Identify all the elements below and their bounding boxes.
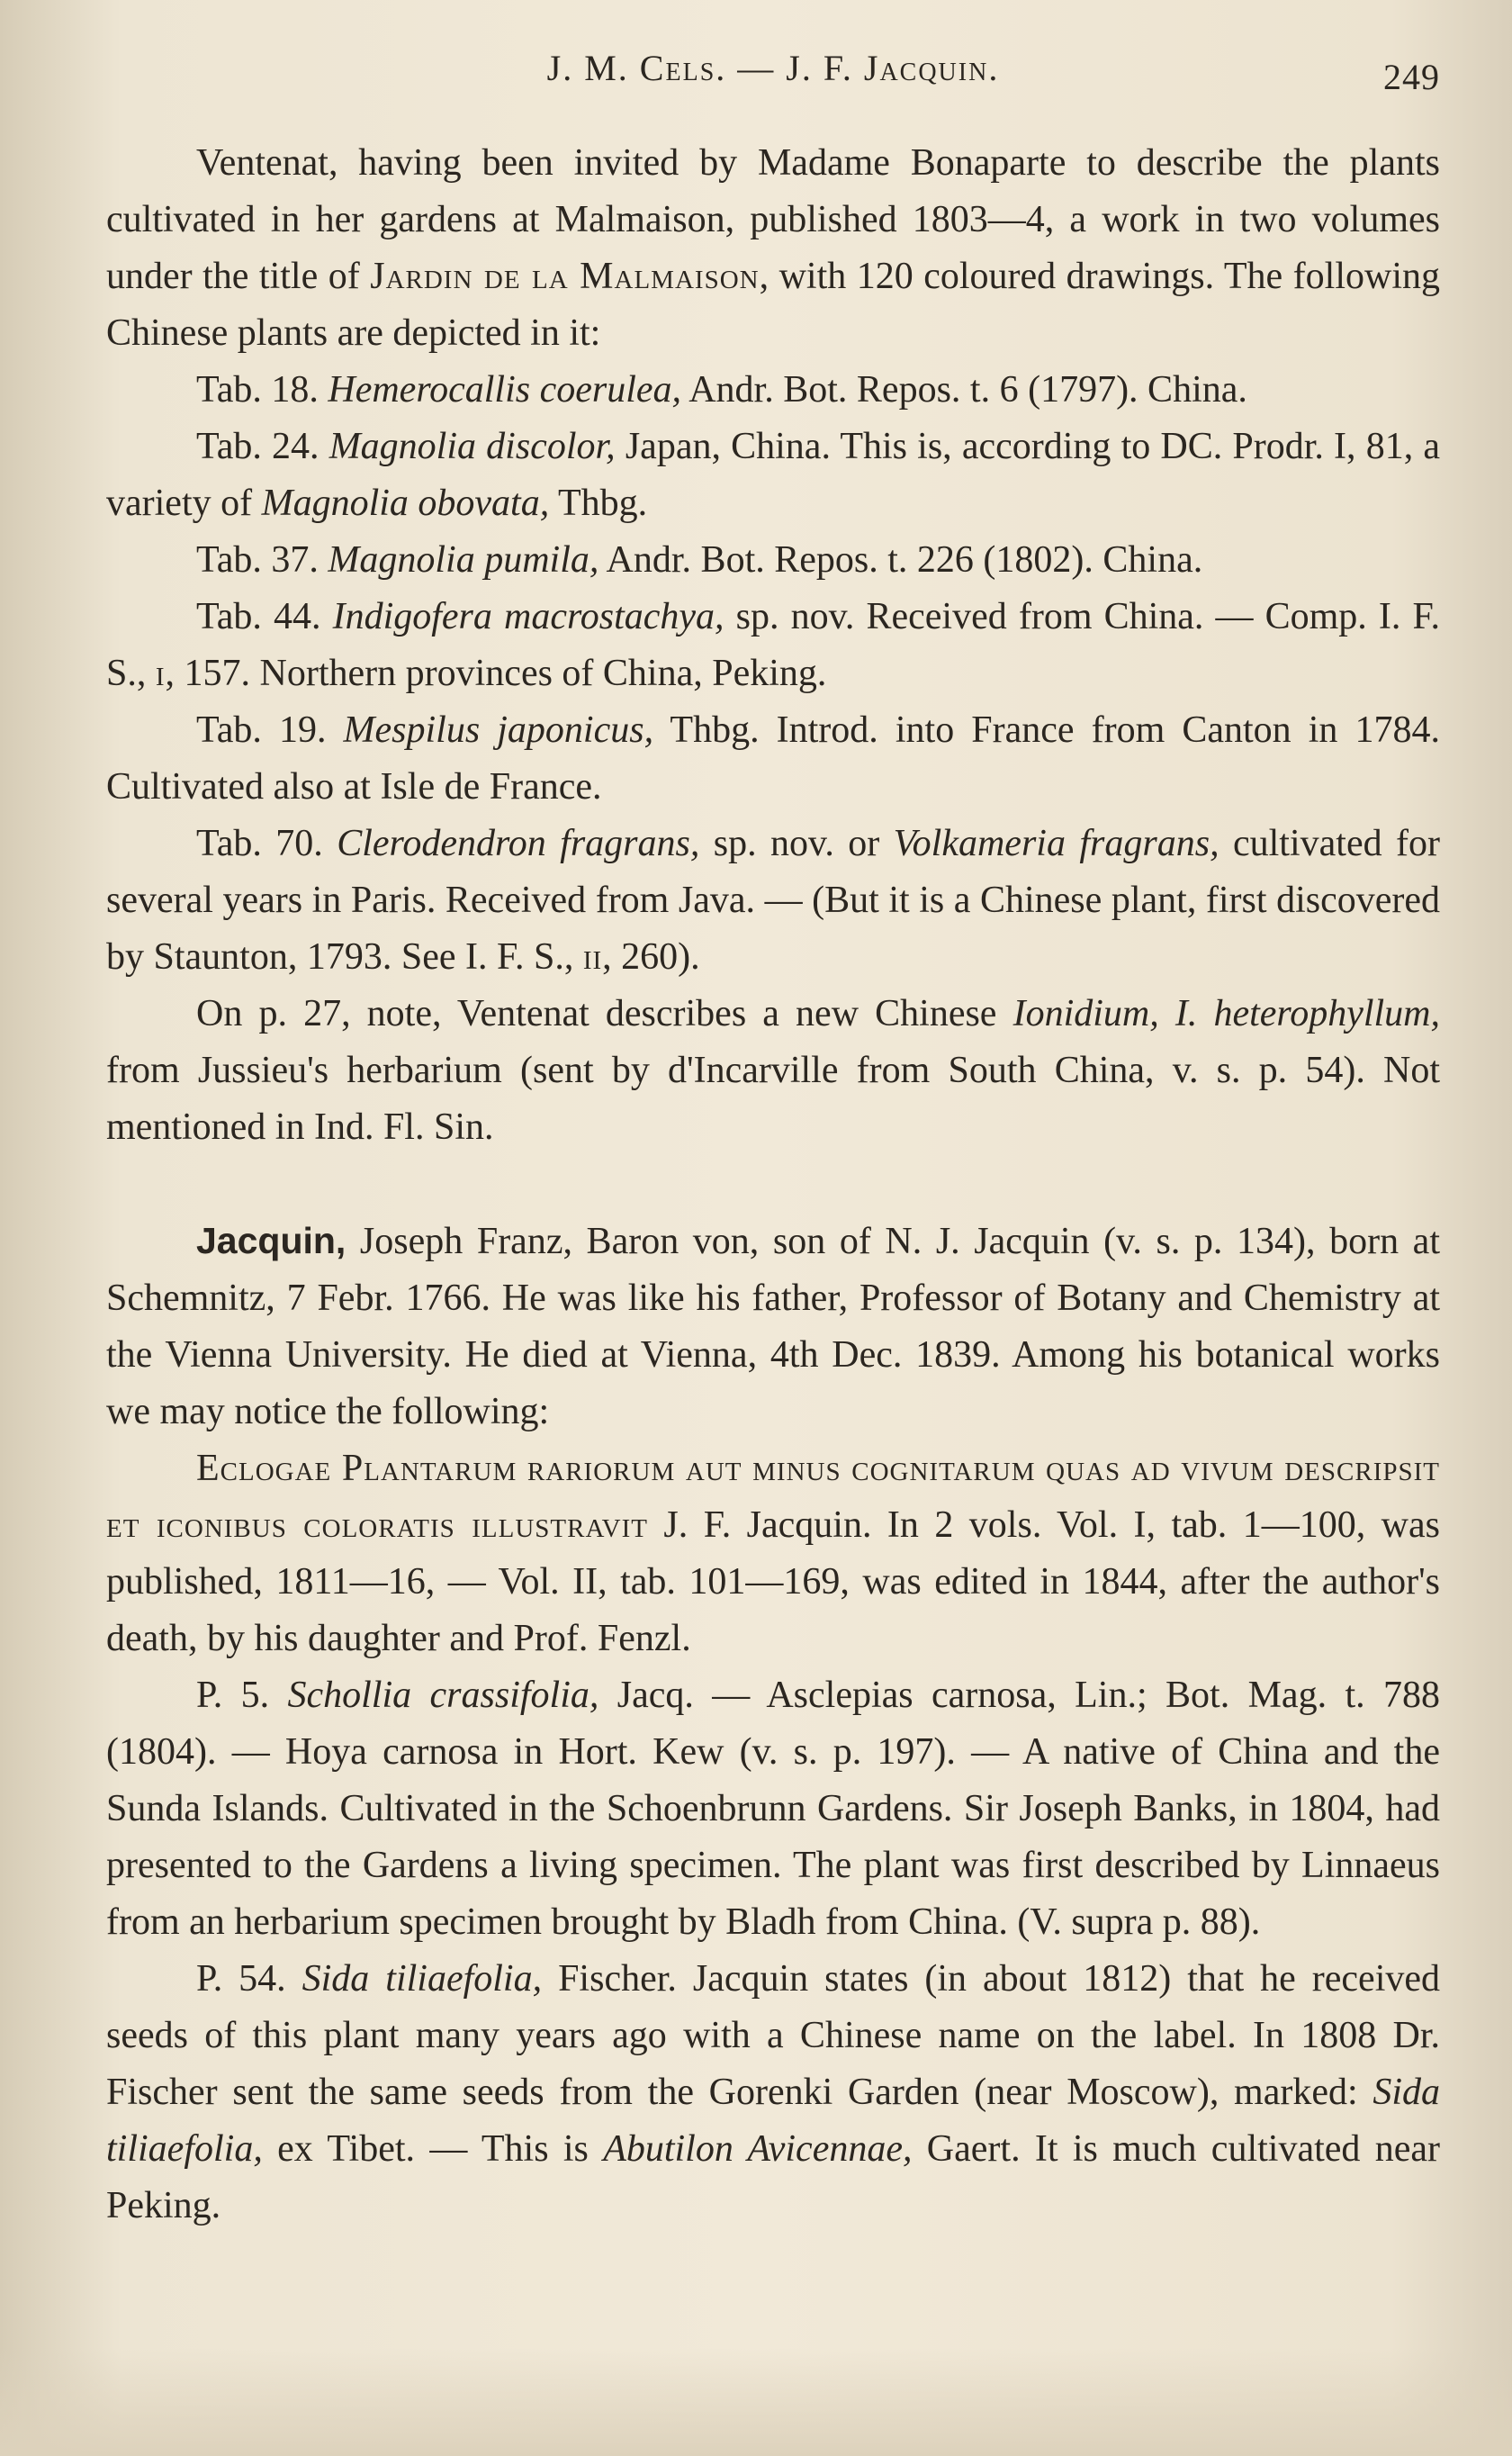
text-run: ex Tibet. — This is [262, 2128, 604, 2170]
page-shading [0, 2348, 1512, 2456]
text-run: Tab. 44. [196, 596, 333, 637]
text-run: Tab. 70. [196, 823, 338, 864]
species-name: Magnolia obovata, [261, 483, 550, 524]
text-run: from Jussieu's herbarium (sent by d'Incarville from South China, v. s. p. 54). Not mentioned in Ind. Fl. Sin. [106, 1050, 1440, 1148]
text-run: Gaert. It is much cultivated near Peking. [106, 2128, 1440, 2226]
book-title: Jardin de la Malmaison [370, 256, 760, 297]
entry-tab-19 [106, 702, 1440, 816]
species-name: Sida tiliaefolia, [106, 2072, 1440, 2170]
text-run: Ventenat, having been invited by Madame Bonaparte to describe the plants cultivated in her gardens at Malmaison, published 1803—4, a work in two volumes under the title of [106, 142, 1440, 297]
entry-jacquin [106, 1213, 1440, 1440]
entry-tab-24 [106, 419, 1440, 532]
text-run: Tab. 24. [196, 426, 329, 467]
volume-numeral: i [155, 653, 166, 694]
paragraph-note [106, 986, 1440, 1156]
text-run: P. 5. [196, 1675, 288, 1716]
entry-p5 [106, 1667, 1440, 1951]
species-name: Abutilon Avicennae, [603, 2128, 913, 2170]
text-run: P. 54. [196, 1958, 302, 2000]
body-text [106, 135, 1440, 2235]
entry-tab-18 [106, 362, 1440, 419]
book-title: Eclogae Plantarum rariorum aut minus cognitarum quas ad vivum descripsit et iconibus coloratis illustravit [106, 1448, 1440, 1546]
text-run: Japan, China. This is, according to DC. Prodr. I, 81, a variety of [106, 426, 1440, 524]
species-name: Indigofera macrostachya, [332, 596, 724, 637]
species-name: Mespilus japonicus, [343, 709, 654, 751]
page-header [106, 47, 1440, 101]
entry-tab-70 [106, 816, 1440, 986]
text-run: Tab. 19. [196, 709, 344, 751]
text-run: Joseph Franz, Baron von, son of N. J. Jacquin (v. s. p. 134), born at Schemnitz, 7 Febr. 1766. He was like his father, Professor of Botany and Chemistry at the Vienna University. He died at Vienna, 4th Dec. 1839. Among his botanical works we may notice the following: [106, 1221, 1440, 1432]
species-name: Sida tiliaefolia, [302, 1958, 543, 2000]
text-run: J. F. Jacquin. In 2 vols. Vol. I, tab. 1—100, was published, 1811—16, — Vol. II, tab. 101—169, was edited in 1844, after the author's death, by his daughter and Prof. Fenzl. [106, 1504, 1440, 1659]
text-run: Thbg. [549, 483, 648, 524]
volume-numeral: ii [582, 936, 603, 978]
species-name: Volkameria fragrans, [893, 823, 1220, 864]
paragraph-ventenat [106, 135, 1440, 362]
text-run: Jacq. — Asclepias carnosa, Lin.; Bot. Mag. t. 788 (1804). — Hoya carnosa in Hort. Kew (v. s. p. 197). — A native of China and the Sunda Islands. Cultivated in the Schoenbrunn Gardens. Sir Joseph Banks, in 1804, had presented to the Gardens a living specimen. The plant was first described by Linnaeus from an herbarium specimen brought by Bladh from China. (V. supra p. 88). [106, 1675, 1441, 1943]
running-head: J. M. Cels. — J. F. Jacquin. [546, 48, 1000, 88]
species-name: Magnolia pumila, [328, 539, 599, 581]
text-run: Andr. Bot. Repos. t. 226 (1802). China. [598, 539, 1203, 581]
species-name: Hemerocallis coerulea, [328, 369, 682, 411]
text-run: Tab. 18. [196, 369, 328, 411]
entry-tab-37 [106, 532, 1440, 589]
text-run: Thbg. Introd. into France from Canton in 1784. Cultivated also at Isle de France. [106, 709, 1440, 808]
text-run: cultivated for several years in Paris. Received from Java. — (But it is a Chinese plant, first discovered by Staunton, 1793. See I. F. S., [106, 823, 1440, 978]
text-run: , 260). [602, 936, 700, 978]
text-run: sp. nov. or [699, 823, 894, 864]
species-name: Ionidium, I. heterophyllum, [1012, 993, 1441, 1034]
text-run: On p. 27, note, Ventenat describes a new Chinese [196, 993, 1013, 1034]
section-gap [106, 1156, 1440, 1213]
species-name: Schollia crassifolia, [287, 1675, 599, 1716]
text-run: Fischer. Jacquin states (in about 1812) that he received seeds of this plant many years ago with a Chinese name on the label. In 1808 Dr. Fischer sent the same seeds from the Gorenki Garden (near Moscow), marked: [106, 1958, 1441, 2113]
paragraph-eclogae [106, 1440, 1440, 1667]
text-run: sp. nov. Received from China. — Comp. I. F. S., [106, 596, 1440, 694]
entry-tab-44 [106, 589, 1440, 702]
species-name: Magnolia discolor, [328, 426, 616, 467]
biography-name: Jacquin, [196, 1220, 346, 1261]
text-run: Tab. 37. [196, 539, 328, 581]
page-number: 249 [1383, 57, 1440, 97]
text-run: , 157. Northern provinces of China, Peking. [165, 653, 827, 694]
text-run: , with 120 coloured drawings. The following Chinese plants are depicted in it: [106, 256, 1440, 354]
entry-p54 [106, 1951, 1440, 2235]
text-run: Andr. Bot. Repos. t. 6 (1797). China. [681, 369, 1247, 411]
species-name: Clerodendron fragrans, [337, 823, 700, 864]
